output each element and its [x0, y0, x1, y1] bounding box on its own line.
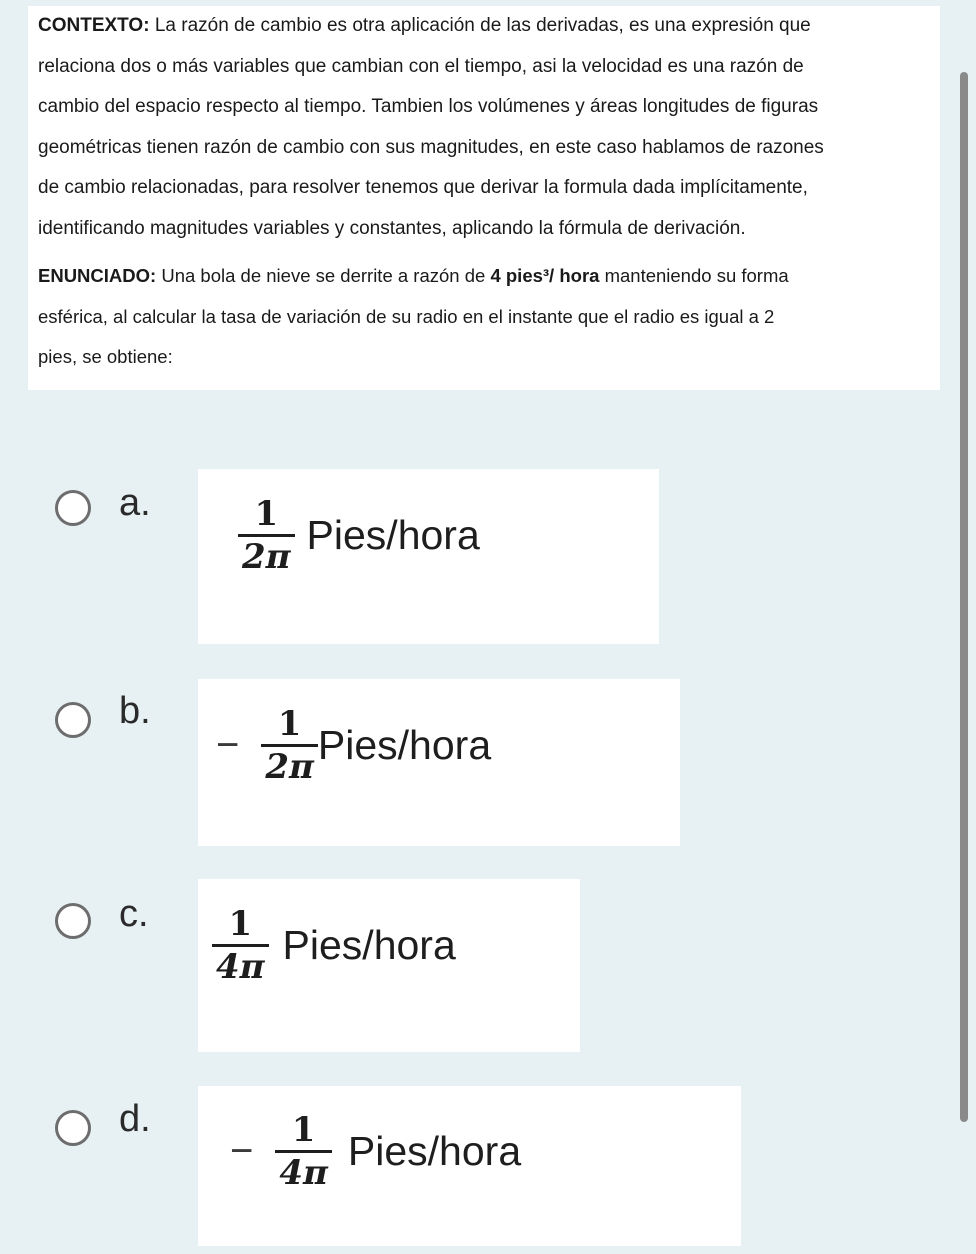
question-card — [28, 6, 940, 390]
statement-label: ENUNCIADO: — [38, 265, 157, 286]
denominator: 4π — [279, 1153, 328, 1193]
radio-button-c[interactable] — [55, 903, 91, 939]
minus-sign: − — [230, 1129, 254, 1173]
denominator: 2π — [242, 537, 291, 577]
answer-expression — [212, 904, 456, 987]
context-paragraph — [38, 6, 928, 249]
option-letter: c. — [119, 893, 149, 935]
option-letter: b. — [119, 690, 151, 732]
numerator: 1 — [254, 494, 279, 534]
scrollbar[interactable] — [960, 72, 968, 1122]
option-letter: d. — [119, 1098, 151, 1140]
fraction — [261, 704, 318, 787]
radio-button-d[interactable] — [55, 1110, 91, 1146]
statement-text: manteniendo su forma — [604, 265, 789, 286]
context-line: La razón de cambio es otra aplicación de las derivadas, es una expresión que — [154, 15, 811, 36]
statement-text: esférica, al calcular la tasa de variación de su radio en el instante que el radio es igual a 2 — [38, 305, 775, 327]
context-line: de cambio relacionadas, para resolver tenemos que derivar la formula dada implícitamente, — [38, 177, 808, 198]
context-line: identificando magnitudes variables y constantes, aplicando la fórmula de derivación. — [38, 217, 746, 239]
unit-label: Pies/hora — [282, 922, 456, 968]
minus-sign: − — [216, 723, 240, 767]
statement-paragraph — [38, 256, 928, 378]
option-letter: a. — [119, 482, 151, 524]
numerator: 1 — [277, 704, 302, 744]
unit-label: Pies/hora — [347, 1128, 522, 1174]
statement-rate: 4 pies³/ hora — [490, 265, 600, 286]
answer-expression — [216, 704, 491, 787]
answer-expression — [230, 1110, 521, 1193]
answer-expression — [238, 494, 480, 577]
numerator: 1 — [291, 1110, 316, 1150]
context-line: geométricas tienen razón de cambio con sus magnitudes, en este caso hablamos de razones — [38, 136, 824, 158]
fraction — [275, 1110, 332, 1193]
numerator: 1 — [228, 904, 253, 944]
radio-button-a[interactable] — [55, 490, 91, 526]
fraction — [212, 904, 269, 987]
statement-text: Una bola de nieve se derrite a razón de — [161, 265, 486, 286]
context-line: relaciona dos o más variables que cambian con el tiempo, asi la velocidad es una razón de — [38, 55, 804, 77]
context-line: cambio del espacio respecto al tiempo. Tambien los volúmenes y áreas longitudes de figuras — [38, 96, 819, 117]
context-label: CONTEXTO: — [38, 15, 150, 36]
unit-label: Pies/hora — [306, 512, 480, 558]
radio-button-b[interactable] — [55, 702, 91, 738]
denominator: 2π — [265, 747, 314, 787]
unit-label: Pies/hora — [317, 722, 492, 768]
statement-text: pies, se obtiene: — [38, 346, 173, 367]
denominator: 4π — [216, 947, 265, 987]
fraction — [238, 494, 295, 577]
